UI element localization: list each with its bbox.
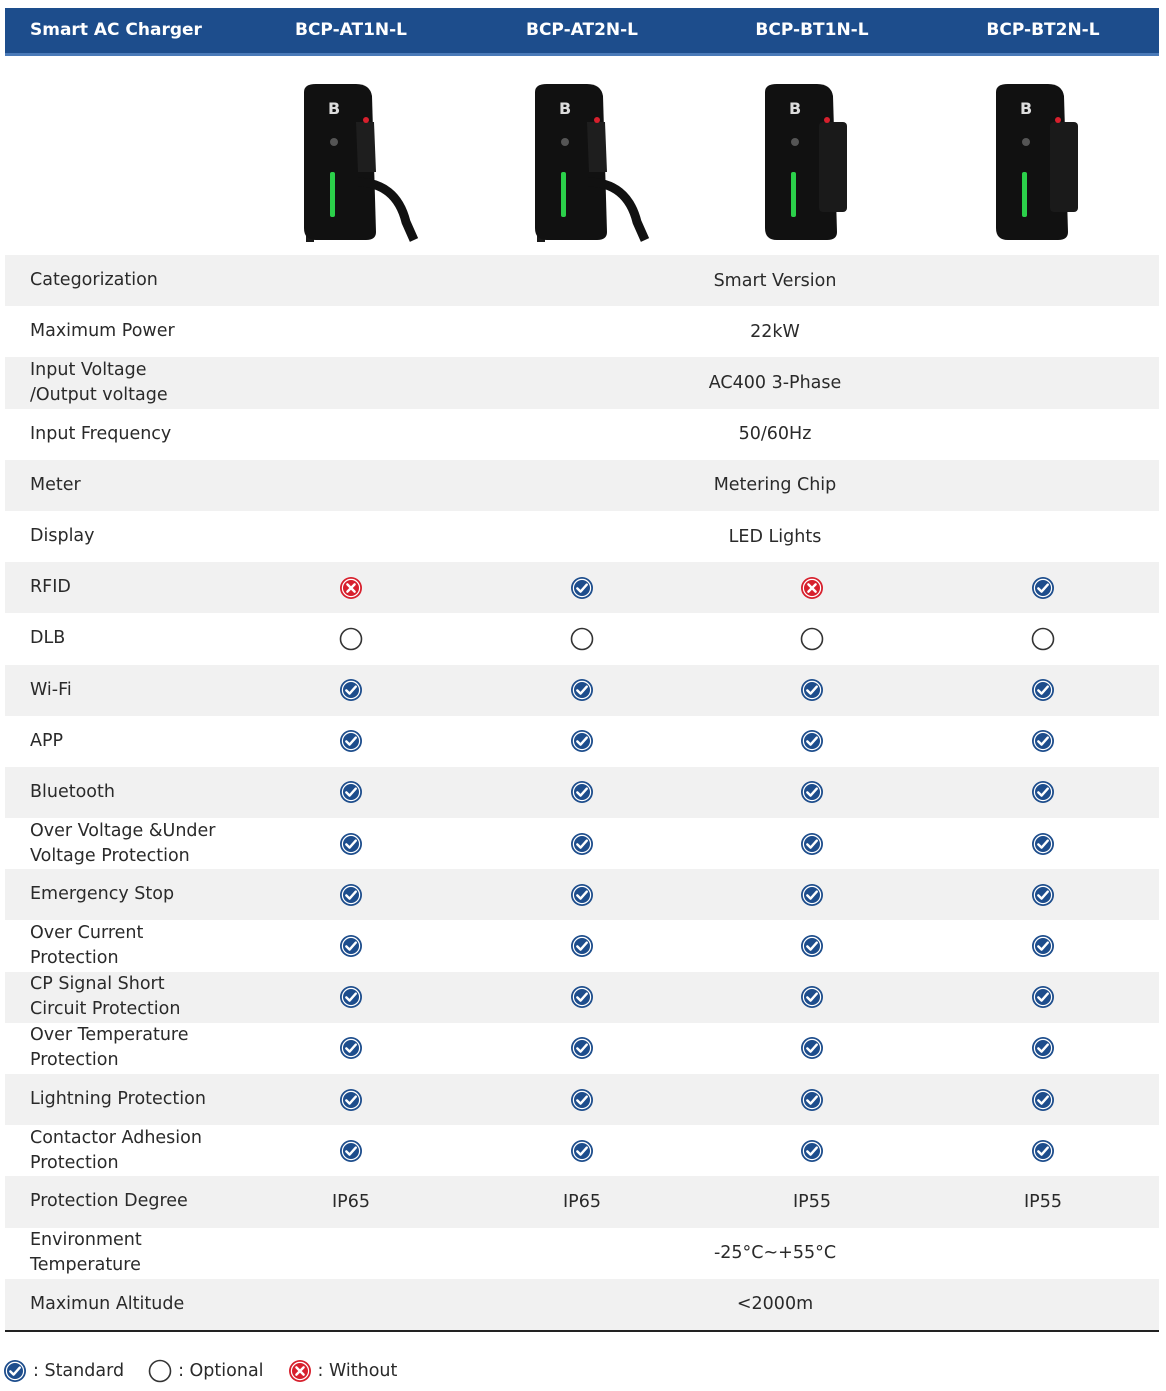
row-label: Over Current Protection bbox=[30, 923, 144, 969]
check-icon bbox=[522, 665, 642, 716]
svg-text:B: B bbox=[559, 99, 572, 118]
table-row bbox=[5, 357, 1159, 408]
check-icon bbox=[752, 1023, 872, 1074]
cross-icon bbox=[752, 562, 872, 613]
check-icon bbox=[291, 818, 411, 869]
row-label: Maximun Altitude bbox=[30, 1293, 185, 1314]
check-icon bbox=[983, 767, 1103, 818]
check-icon bbox=[522, 818, 642, 869]
row-label: Over Voltage &Under Voltage Protection bbox=[30, 820, 216, 866]
check-icon bbox=[983, 562, 1103, 613]
check-icon bbox=[752, 1125, 872, 1176]
check-icon bbox=[752, 665, 872, 716]
table-row bbox=[5, 306, 1159, 357]
check-icon bbox=[983, 716, 1103, 767]
check-icon bbox=[522, 972, 642, 1023]
table-row bbox=[5, 1023, 1159, 1074]
row-label: Lightning Protection bbox=[30, 1089, 206, 1110]
row-label: Environment Temperature bbox=[30, 1230, 142, 1276]
row-label: Emergency Stop bbox=[30, 884, 175, 905]
row-label: Display bbox=[30, 526, 95, 547]
charger-image-cable bbox=[517, 82, 657, 242]
legend-optional bbox=[148, 1359, 263, 1383]
row-label: Meter bbox=[30, 474, 81, 495]
table-row bbox=[5, 1279, 1159, 1330]
circle-icon bbox=[291, 613, 411, 664]
check-icon bbox=[752, 869, 872, 920]
table-row bbox=[5, 613, 1159, 664]
header-title: Smart AC Charger bbox=[30, 20, 202, 40]
row-label: APP bbox=[30, 730, 64, 751]
row-label: Over Temperature Protection bbox=[30, 1025, 189, 1071]
table-row bbox=[5, 665, 1159, 716]
spec-table bbox=[5, 255, 1159, 1330]
legend-without bbox=[288, 1359, 398, 1383]
row-value: IP55 bbox=[793, 1191, 831, 1212]
check-icon bbox=[983, 1125, 1103, 1176]
table-bottom-rule bbox=[5, 1330, 1159, 1332]
table-row bbox=[5, 255, 1159, 306]
row-label: Input Frequency bbox=[30, 423, 172, 444]
check-icon bbox=[522, 920, 642, 971]
row-label: Protection Degree bbox=[30, 1191, 188, 1212]
table-row bbox=[5, 1125, 1159, 1176]
product-images bbox=[5, 60, 1159, 252]
svg-text:B: B bbox=[328, 99, 341, 118]
check-icon bbox=[291, 1023, 411, 1074]
check-icon bbox=[983, 1023, 1103, 1074]
check-icon bbox=[752, 972, 872, 1023]
model-header-1: BCP-AT1N-L bbox=[294, 20, 408, 40]
table-row bbox=[5, 716, 1159, 767]
cross-icon bbox=[288, 1359, 318, 1383]
circle-icon bbox=[522, 613, 642, 664]
table-row bbox=[5, 972, 1159, 1023]
row-value: IP65 bbox=[332, 1191, 370, 1212]
check-icon bbox=[522, 1023, 642, 1074]
svg-text:B: B bbox=[789, 99, 802, 118]
legend-standard bbox=[3, 1359, 124, 1383]
row-label: CP Signal Short Circuit Protection bbox=[30, 974, 181, 1020]
row-label: Wi-Fi bbox=[30, 679, 72, 700]
cross-icon bbox=[291, 562, 411, 613]
row-label: Contactor Adhesion Protection bbox=[30, 1127, 202, 1173]
circle-icon bbox=[983, 613, 1103, 664]
check-icon bbox=[291, 767, 411, 818]
table-row bbox=[5, 818, 1159, 869]
table-row bbox=[5, 767, 1159, 818]
table-row bbox=[5, 920, 1159, 971]
table-row bbox=[5, 869, 1159, 920]
row-value: IP65 bbox=[563, 1191, 601, 1212]
check-icon bbox=[752, 920, 872, 971]
check-icon bbox=[522, 1074, 642, 1125]
check-icon bbox=[522, 767, 642, 818]
check-icon bbox=[522, 1125, 642, 1176]
check-icon bbox=[291, 716, 411, 767]
model-header-3: BCP-BT1N-L bbox=[755, 20, 869, 40]
row-value-all-models: AC400 3-Phase bbox=[708, 372, 842, 393]
circle-icon bbox=[752, 613, 872, 664]
check-icon bbox=[3, 1359, 33, 1383]
check-icon bbox=[752, 1074, 872, 1125]
check-icon bbox=[983, 920, 1103, 971]
table-row bbox=[5, 1074, 1159, 1125]
check-icon bbox=[291, 1125, 411, 1176]
model-header-4: BCP-BT2N-L bbox=[986, 20, 1100, 40]
row-value-all-models: Metering Chip bbox=[713, 475, 837, 496]
row-label: Categorization bbox=[30, 270, 158, 291]
table-row bbox=[5, 409, 1159, 460]
row-value-all-models: LED Lights bbox=[728, 526, 822, 547]
row-value-all-models: Smart Version bbox=[713, 270, 837, 291]
model-header-2: BCP-AT2N-L bbox=[525, 20, 639, 40]
row-label: Input Voltage /Output voltage bbox=[30, 359, 168, 405]
check-icon bbox=[522, 562, 642, 613]
table-row bbox=[5, 562, 1159, 613]
check-icon bbox=[752, 818, 872, 869]
check-icon bbox=[291, 1074, 411, 1125]
check-icon bbox=[983, 1074, 1103, 1125]
table-row bbox=[5, 1228, 1159, 1279]
check-icon bbox=[983, 818, 1103, 869]
row-value-all-models: 50/60Hz bbox=[738, 424, 812, 445]
legend-optional-label: : Optional bbox=[178, 1361, 264, 1381]
check-icon bbox=[522, 716, 642, 767]
row-label: DLB bbox=[30, 628, 66, 649]
check-icon bbox=[983, 665, 1103, 716]
table-row bbox=[5, 511, 1159, 562]
table-header bbox=[5, 8, 1159, 56]
check-icon bbox=[752, 767, 872, 818]
row-value-all-models: 22kW bbox=[750, 321, 800, 342]
check-icon bbox=[291, 920, 411, 971]
table-row bbox=[5, 1176, 1159, 1227]
row-label: RFID bbox=[30, 577, 71, 598]
table-row bbox=[5, 460, 1159, 511]
row-value-all-models: -25°C~+55°C bbox=[713, 1243, 837, 1264]
charger-image-socket bbox=[978, 82, 1118, 242]
check-icon bbox=[291, 869, 411, 920]
check-icon bbox=[291, 972, 411, 1023]
check-icon bbox=[983, 869, 1103, 920]
row-label: Maximum Power bbox=[30, 321, 175, 342]
charger-image-cable bbox=[286, 82, 426, 242]
row-label: Bluetooth bbox=[30, 781, 115, 802]
charger-image-socket bbox=[747, 82, 887, 242]
legend bbox=[3, 1357, 421, 1385]
row-value-all-models: <2000m bbox=[736, 1294, 814, 1315]
circle-icon bbox=[148, 1359, 178, 1383]
check-icon bbox=[522, 869, 642, 920]
check-icon bbox=[752, 716, 872, 767]
svg-text:B: B bbox=[1020, 99, 1033, 118]
row-value: IP55 bbox=[1024, 1191, 1062, 1212]
check-icon bbox=[983, 972, 1103, 1023]
legend-without-label: : Without bbox=[317, 1361, 398, 1381]
check-icon bbox=[291, 665, 411, 716]
legend-standard-label: : Standard bbox=[33, 1361, 125, 1381]
